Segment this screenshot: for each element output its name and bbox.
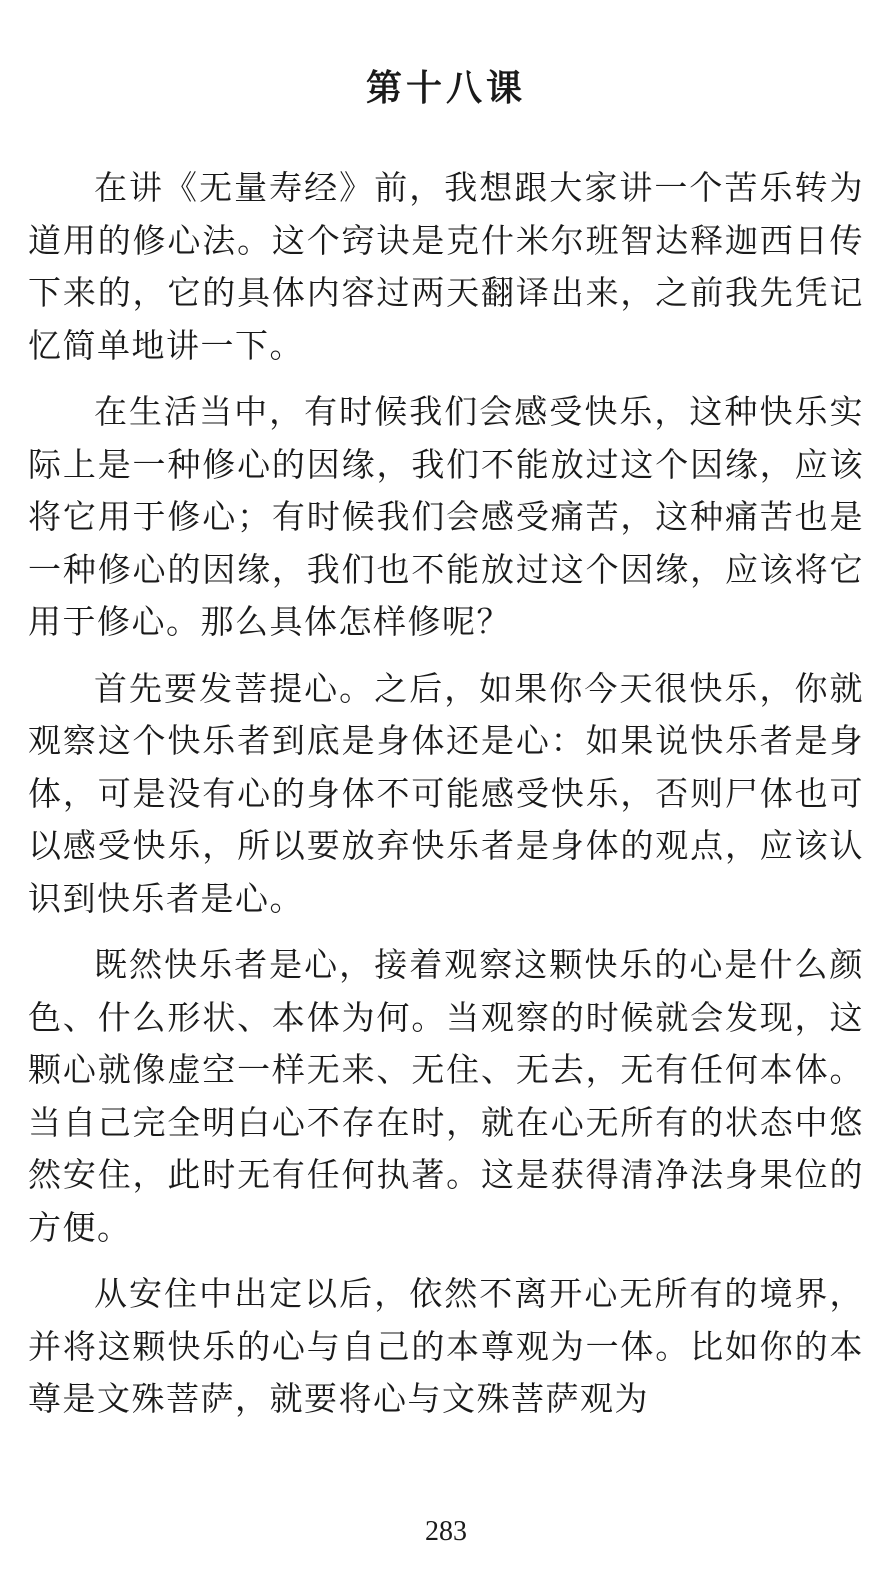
paragraph-3: 首先要发菩提心。之后，如果你今天很快乐，你就观察这个快乐者到底是身体还是心：如果说快乐者是身体，可是没有心的身体不可能感受快乐，否则尸体也可以感受快乐，所以要放弃快乐者是身体的观点，应该认识到快乐者是心。 (28, 668, 864, 918)
page-number: 283 (425, 1516, 467, 1547)
body-text (28, 162, 864, 1440)
paragraph-1: 在讲《无量寿经》前，我想跟大家讲一个苦乐转为道用的修心法。这个窍诀是克什米尔班智达释迦西日传下来的，它的具体内容过两天翻译出来，之前我先凭记忆简单地讲一下。 (28, 168, 864, 365)
paragraph-2: 在生活当中，有时候我们会感受快乐，这种快乐实际上是一种修心的因缘，我们不能放过这个因缘，应该将它用于修心；有时候我们会感受痛苦，这种痛苦也是一种修心的因缘，我们也不能放过这个因缘，应该将它用于修心。那么具体怎样修呢？ (28, 392, 864, 641)
chapter-title: 第十八课 (365, 67, 526, 109)
paragraph-4: 既然快乐者是心，接着观察这颗快乐的心是什么颜色、什么形状、本体为何。当观察的时候就会发现，这颗心就像虚空一样无来、无住、无去，无有任何本体。当自己完全明白心不存在时，就在心无所有的状态中悠然安住，此时无有任何执著。这是获得清净法身果位的方便。 (28, 945, 864, 1247)
paragraph-5: 从安住中出定以后，依然不离开心无所有的境界，并将这颗快乐的心与自己的本尊观为一体。比如你的本尊是文殊菩萨，就要将心与文殊菩萨观为 (28, 1274, 864, 1418)
